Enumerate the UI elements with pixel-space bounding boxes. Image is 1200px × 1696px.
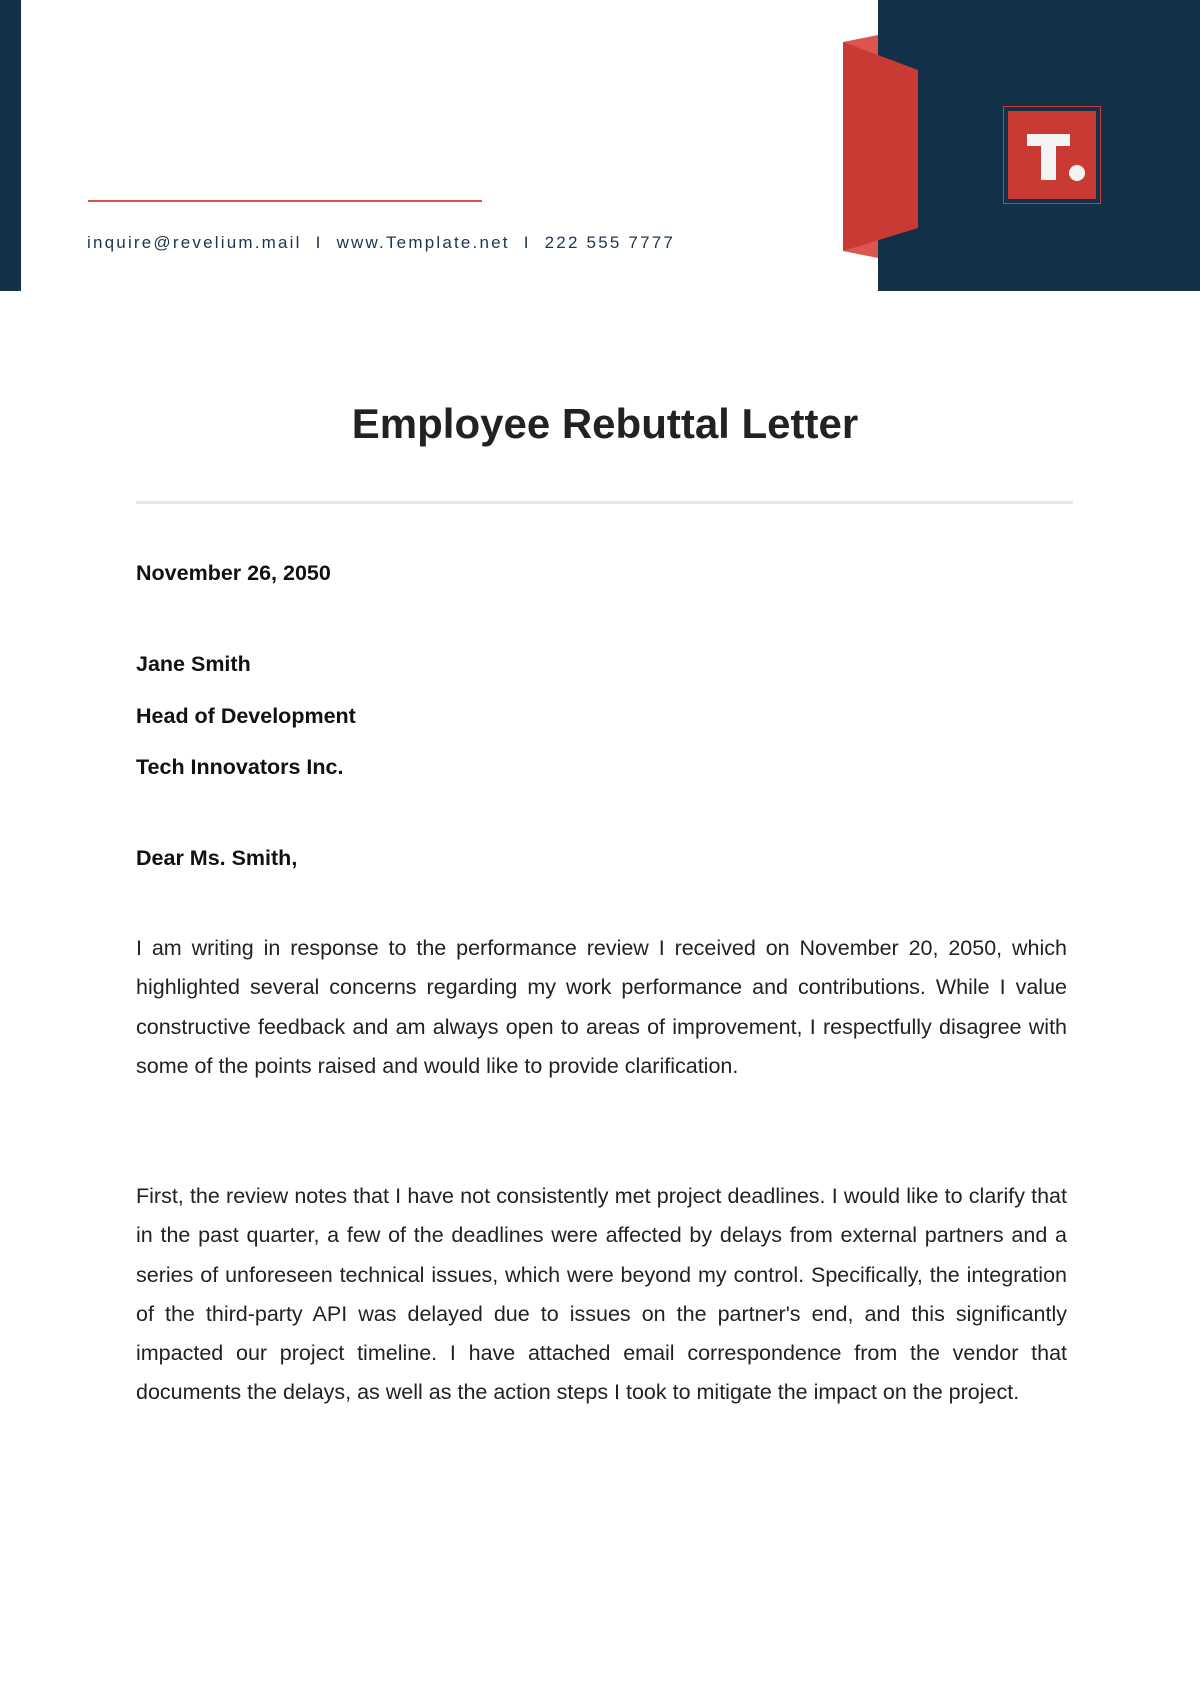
separator: I [315,233,323,252]
header-accent-line [88,200,482,202]
body-paragraph: I am writing in response to the performance review I received on November 20, 2050, which highlighted several concerns regarding my work performance and contributions. While I value constructive feedback and am always open to areas of improvement, I respectfully disagree with some of the points raised and would like to provide clarification. [136,936,1067,1078]
recipient-position: Head of Development [136,704,356,728]
salutation: Dear Ms. Smith, [136,846,298,870]
title-divider [136,501,1073,504]
ribbon-decoration [843,35,918,265]
page-title: Employee Rebuttal Letter [351,400,859,447]
recipient-name: Jane Smith [136,652,251,676]
recipient-company: Tech Innovators Inc. [136,755,344,779]
logo-t-icon [1008,111,1096,199]
separator: I [523,233,531,252]
contact-email[interactable]: inquire@revelium.mail [87,233,302,252]
company-logo [1003,106,1101,204]
contact-info [87,233,675,253]
left-accent-bar [0,0,21,291]
contact-phone: 222 555 7777 [544,233,676,252]
contact-website[interactable]: www.Template.net [336,233,510,252]
letter-date: November 26, 2050 [136,561,331,585]
body-paragraph: First, the review notes that I have not consistently met project deadlines. I would like to clarify that in the past quarter, a few of the deadlines were affected by delays from external partners and a series of unforeseen technical issues, which were beyond my control. Specifically, the integration of the third-party API was delayed due to issues on the partner's end, and this significantly impacted our project timeline. I have attached email correspondence from the vendor that documents the delays, as well as the action steps I took to mitigate the impact on the project. [136,1184,1067,1405]
